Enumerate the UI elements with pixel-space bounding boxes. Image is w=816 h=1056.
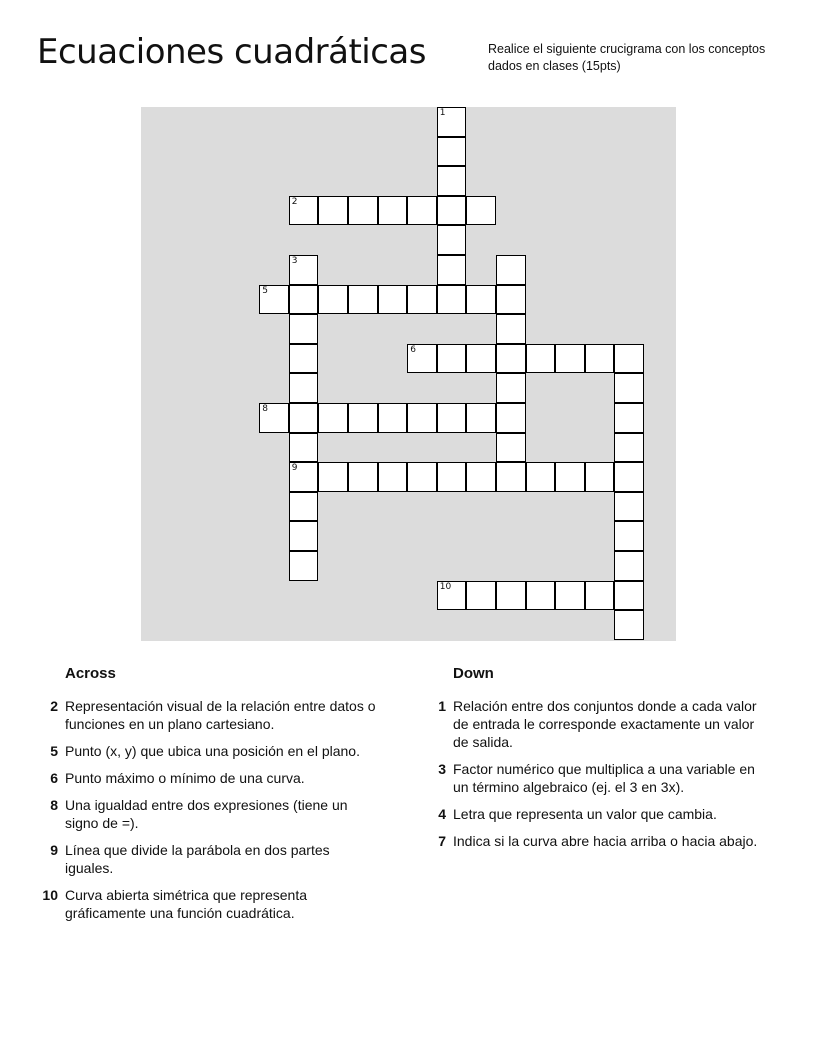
crossword-cell[interactable] (466, 462, 496, 492)
crossword-cell[interactable] (437, 581, 467, 611)
crossword-cell[interactable] (437, 255, 467, 285)
crossword-cell[interactable] (585, 581, 615, 611)
crossword-cell[interactable] (289, 314, 319, 344)
crossword-cell[interactable] (318, 462, 348, 492)
crossword-cell[interactable] (318, 285, 348, 315)
crossword-cell[interactable] (407, 285, 437, 315)
crossword-cell[interactable] (585, 462, 615, 492)
clue-text: Factor numérico que multiplica a una variable en un término algebraico (ej. el 3 en 3x). (453, 761, 755, 795)
across-clue (36, 742, 376, 760)
crossword-cell[interactable] (407, 344, 437, 374)
down-clue (424, 832, 764, 850)
down-clue-list (424, 697, 764, 850)
clue-text: Punto (x, y) que ubica una posición en el plano. (65, 743, 360, 759)
crossword-cell[interactable] (555, 462, 585, 492)
crossword-cell[interactable] (378, 403, 408, 433)
crossword-cell[interactable] (526, 581, 556, 611)
across-clue (36, 841, 376, 877)
crossword-cell[interactable] (378, 285, 408, 315)
crossword-cell[interactable] (614, 433, 644, 463)
across-clues (36, 665, 376, 931)
crossword-cell[interactable] (437, 107, 467, 137)
crossword-cell[interactable] (496, 581, 526, 611)
crossword-cell[interactable] (466, 285, 496, 315)
clue-text: Línea que divide la parábola en dos partes iguales. (65, 842, 330, 876)
crossword-cell[interactable] (437, 225, 467, 255)
clue-number: 6 (50, 770, 58, 786)
crossword-cell[interactable] (496, 373, 526, 403)
clue-number: 1 (438, 698, 446, 714)
crossword-cell[interactable] (407, 196, 437, 226)
across-heading: Across (65, 665, 116, 682)
down-clue (424, 697, 764, 751)
cell-number: 9 (291, 463, 298, 474)
clue-text: Letra que representa un valor que cambia. (453, 806, 717, 822)
crossword-cell[interactable] (289, 255, 319, 285)
crossword-cell[interactable] (555, 581, 585, 611)
crossword-cell[interactable] (496, 433, 526, 463)
crossword-cell[interactable] (289, 433, 319, 463)
crossword-cell[interactable] (348, 285, 378, 315)
across-clue-list (36, 697, 376, 922)
instructions-text: Realice el siguiente crucigrama con los conceptos dados en clases (15pts) (488, 42, 766, 73)
down-clue (424, 805, 764, 823)
crossword-cell[interactable] (614, 403, 644, 433)
cell-number: 2 (291, 196, 298, 207)
crossword-cell[interactable] (378, 196, 408, 226)
clue-text: Relación entre dos conjuntos donde a cada valor de entrada le corresponde exactamente un valor de salida. (453, 698, 757, 750)
clue-number: 9 (50, 842, 58, 858)
across-clue (36, 769, 376, 787)
crossword-cell[interactable] (614, 581, 644, 611)
page-title: Ecuaciones cuadráticas (37, 32, 426, 72)
crossword-cell[interactable] (289, 492, 319, 522)
crossword-cell[interactable] (585, 344, 615, 374)
crossword-cell[interactable] (496, 255, 526, 285)
down-heading: Down (453, 665, 494, 682)
crossword-cell[interactable] (614, 462, 644, 492)
crossword-cell[interactable] (348, 196, 378, 226)
crossword-cell[interactable] (259, 285, 289, 315)
crossword-cell[interactable] (614, 610, 644, 640)
crossword-cell[interactable] (289, 462, 319, 492)
crossword-cell[interactable] (496, 344, 526, 374)
crossword-cell[interactable] (289, 551, 319, 581)
clue-text: Una igualdad entre dos expresiones (tiene un signo de =). (65, 797, 348, 831)
crossword-cell[interactable] (437, 403, 467, 433)
crossword-cell[interactable] (496, 285, 526, 315)
clue-text: Curva abierta simétrica que representa gráficamente una función cuadrática. (65, 887, 308, 921)
crossword-cell[interactable] (614, 521, 644, 551)
clue-number: 7 (438, 833, 446, 849)
crossword-cell[interactable] (378, 462, 408, 492)
crossword-cell[interactable] (289, 344, 319, 374)
crossword-cell[interactable] (496, 314, 526, 344)
cell-number: 8 (262, 404, 268, 414)
down-clues (424, 665, 764, 859)
cell-number: 6 (410, 344, 416, 355)
clue-number: 5 (50, 743, 58, 759)
clue-number: 4 (438, 806, 446, 822)
crossword-cell[interactable] (437, 462, 467, 492)
crossword-cell[interactable] (318, 196, 348, 226)
crossword-cell[interactable] (289, 403, 319, 433)
across-clue (36, 886, 376, 922)
across-clue (36, 697, 376, 733)
crossword-cell[interactable] (496, 462, 526, 492)
crossword-cell[interactable] (348, 462, 378, 492)
crossword-cell[interactable] (289, 196, 319, 226)
crossword-cell[interactable] (437, 344, 467, 374)
crossword-cell[interactable] (614, 492, 644, 522)
crossword-cell[interactable] (348, 403, 378, 433)
crossword-cell[interactable] (259, 403, 289, 433)
crossword-cell[interactable] (407, 462, 437, 492)
crossword-cell[interactable] (466, 403, 496, 433)
crossword-cell[interactable] (526, 344, 556, 374)
cell-number: 1 (439, 108, 446, 118)
clue-number: 2 (50, 698, 58, 714)
crossword-cell[interactable] (496, 403, 526, 433)
crossword-cell[interactable] (407, 403, 437, 433)
crossword-cell[interactable] (466, 344, 496, 374)
clue-text: Representación visual de la relación entre datos o funciones en un plano cartesiano. (65, 698, 376, 732)
cell-number: 5 (262, 285, 268, 296)
crossword-cell[interactable] (466, 196, 496, 226)
crossword-cell[interactable] (318, 403, 348, 433)
crossword-cell[interactable] (289, 373, 319, 403)
down-clue (424, 760, 764, 796)
cell-number: 3 (291, 256, 298, 266)
crossword-cell[interactable] (289, 521, 319, 551)
clue-number: 10 (42, 887, 58, 903)
crossword-cell[interactable] (614, 373, 644, 403)
crossword-grid (141, 107, 676, 641)
crossword-cell[interactable] (466, 581, 496, 611)
crossword-cell[interactable] (614, 551, 644, 581)
clue-text: Indica si la curva abre hacia arriba o hacia abajo. (453, 833, 758, 849)
crossword-cell[interactable] (437, 285, 467, 315)
clue-text: Punto máximo o mínimo de una curva. (65, 770, 305, 786)
crossword-cell[interactable] (437, 166, 467, 196)
crossword-cell[interactable] (289, 285, 319, 315)
crossword-cell[interactable] (614, 344, 644, 374)
cell-number: 10 (439, 581, 452, 592)
crossword-cell[interactable] (526, 462, 556, 492)
across-clue (36, 796, 376, 832)
clue-number: 8 (50, 797, 58, 813)
crossword-cell[interactable] (555, 344, 585, 374)
crossword-cell[interactable] (437, 196, 467, 226)
crossword-cell[interactable] (437, 137, 467, 167)
clue-number: 3 (438, 761, 446, 777)
